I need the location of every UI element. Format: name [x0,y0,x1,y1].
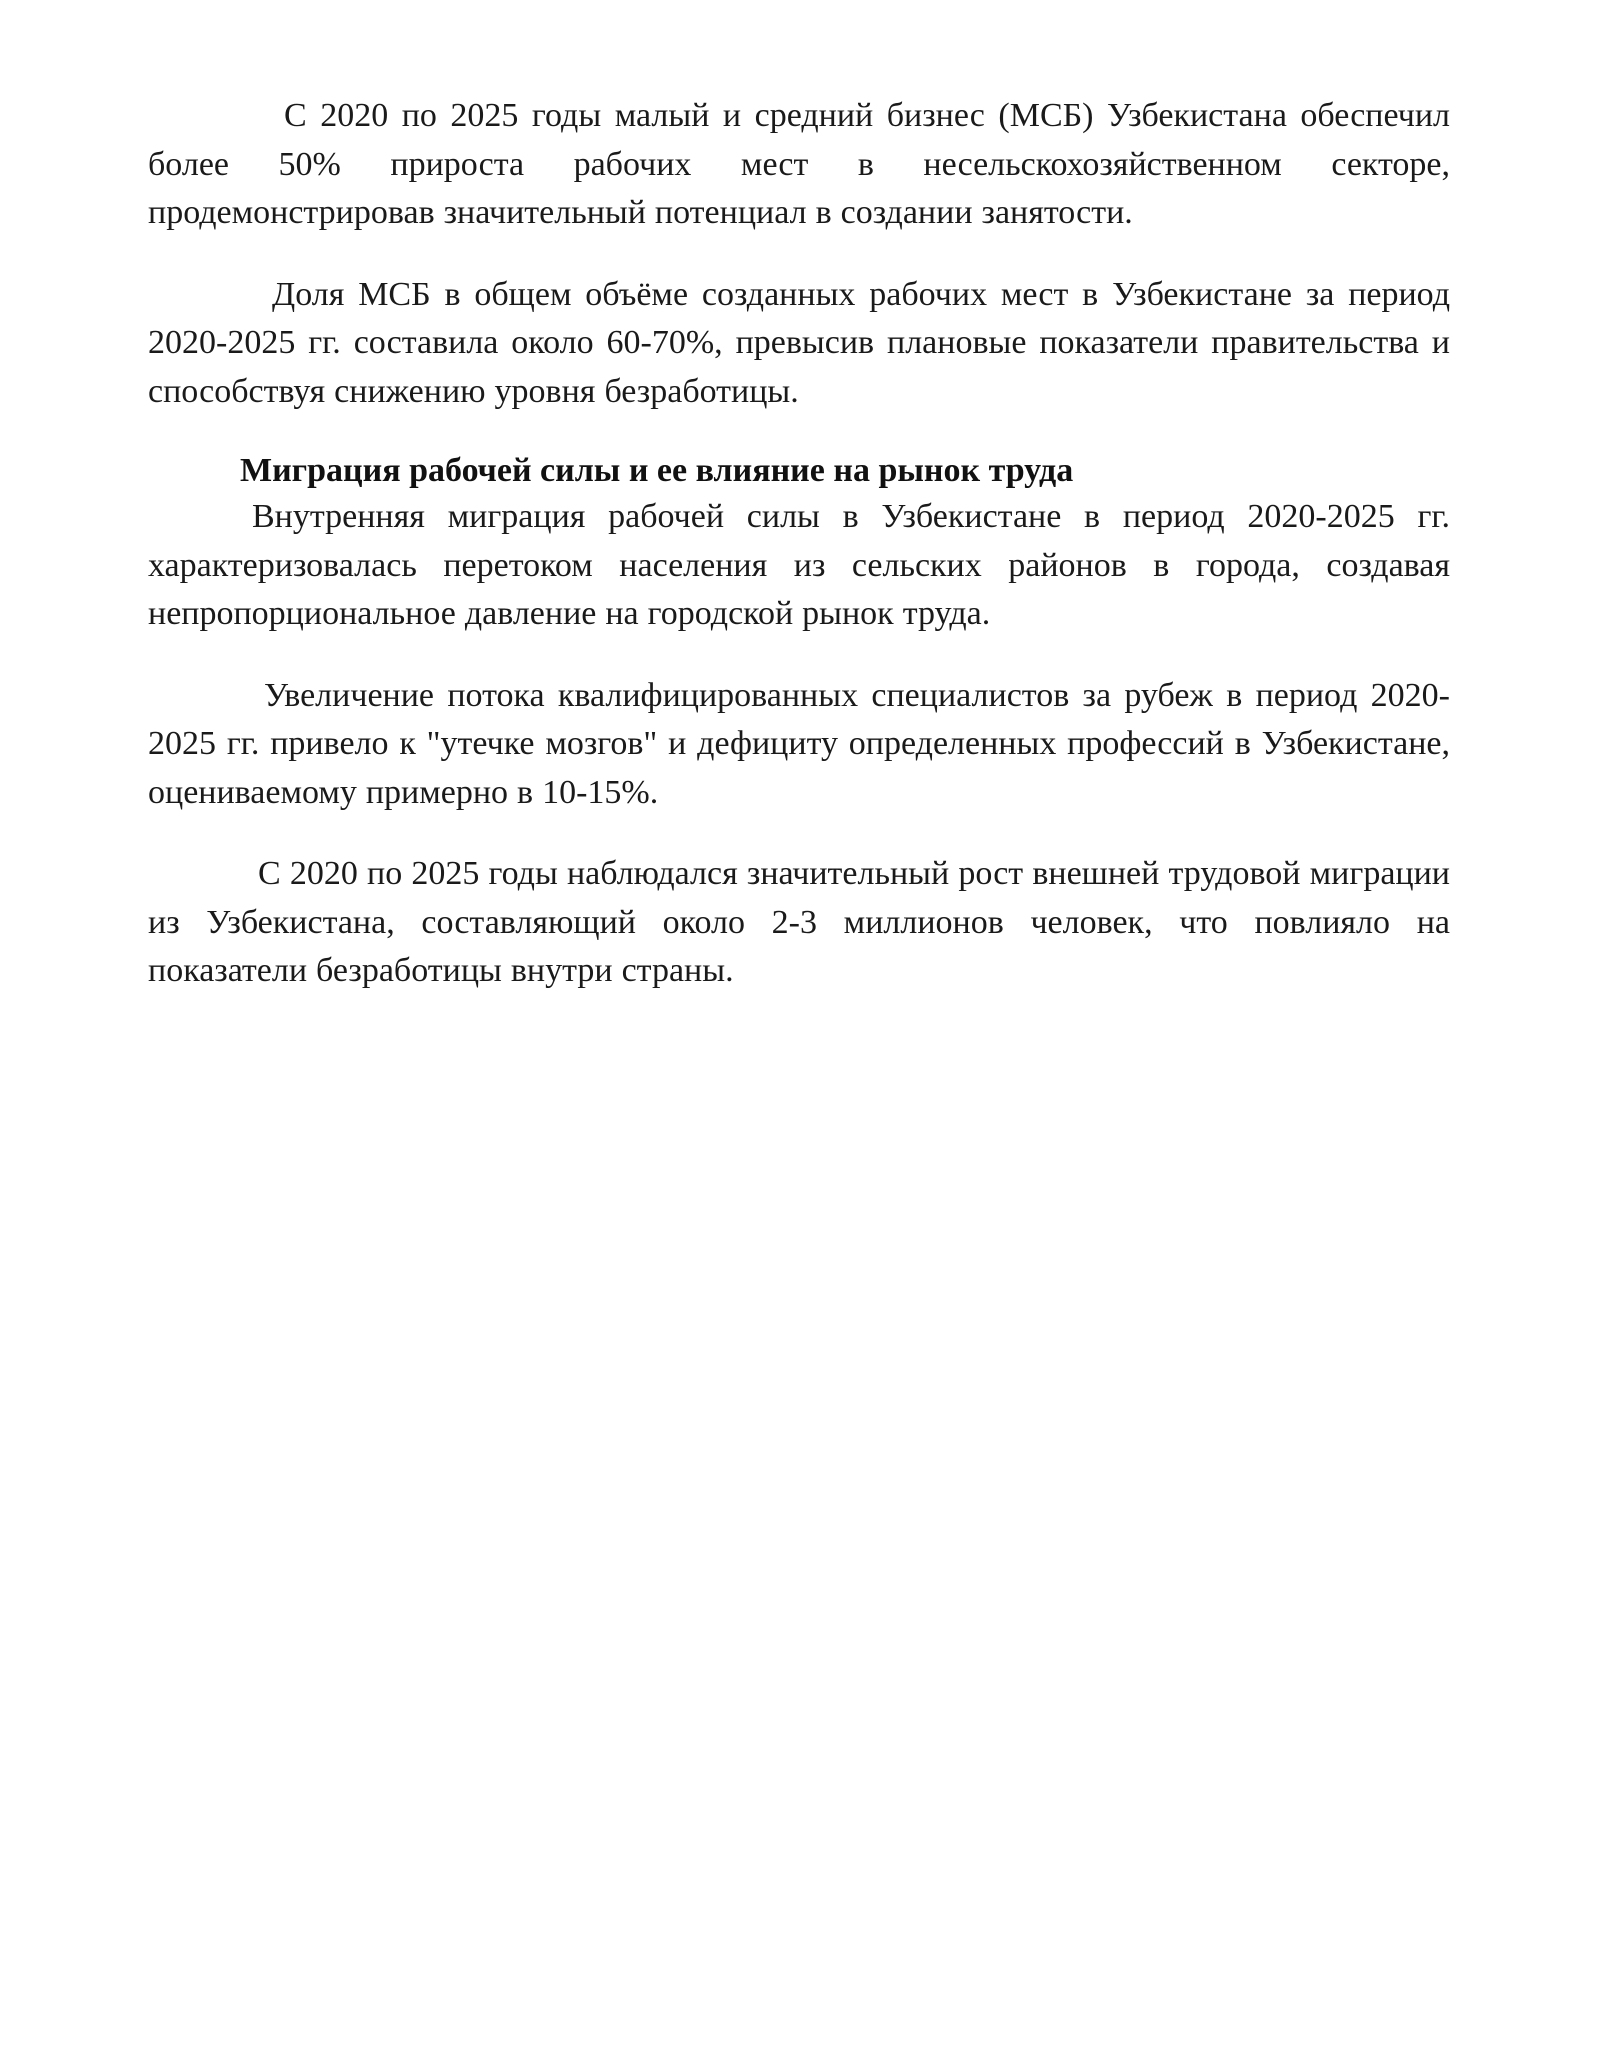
paragraph-sme-job-growth: С 2020 по 2025 годы малый и средний бизнес (МСБ) Узбекистана обеспечил более 50% прироста рабочих мест в несельскохозяйственном секторе, продемонстрировав значительный потенциал в создании занятости. [148,97,1450,231]
document-body [148,92,1450,1029]
paragraph-internal-migration: Внутренняя миграция рабочей силы в Узбекистане в период 2020-2025 гг. характеризовалась перетоком населения из сельских районов в города, создавая непропорциональное давление на городской рынок труда. [148,498,1450,632]
section-heading: Миграция рабочей силы и ее влияние на рынок труда [240,452,1074,489]
paragraph-sme-share: Доля МСБ в общем объёме созданных рабочих мест в Узбекистане за период 2020-2025 гг. составила около 60-70%, превысив плановые показатели правительства и способствуя снижению уровня безработицы. [148,275,1450,410]
paragraph-brain-drain: Увеличение потока квалифицированных специалистов за рубеж в период 2020-2025 гг. привело к "утечке мозгов" и дефициту определенных профессий в Узбекистане, оцениваемому примерно в 10-15%. [148,676,1450,811]
paragraph-external-migration: С 2020 по 2025 годы наблюдался значительный рост внешней трудовой миграции из Узбекистана, составляющий около 2-3 миллионов человек, что повлияло на показатели безработицы внутри страны. [148,855,1450,989]
